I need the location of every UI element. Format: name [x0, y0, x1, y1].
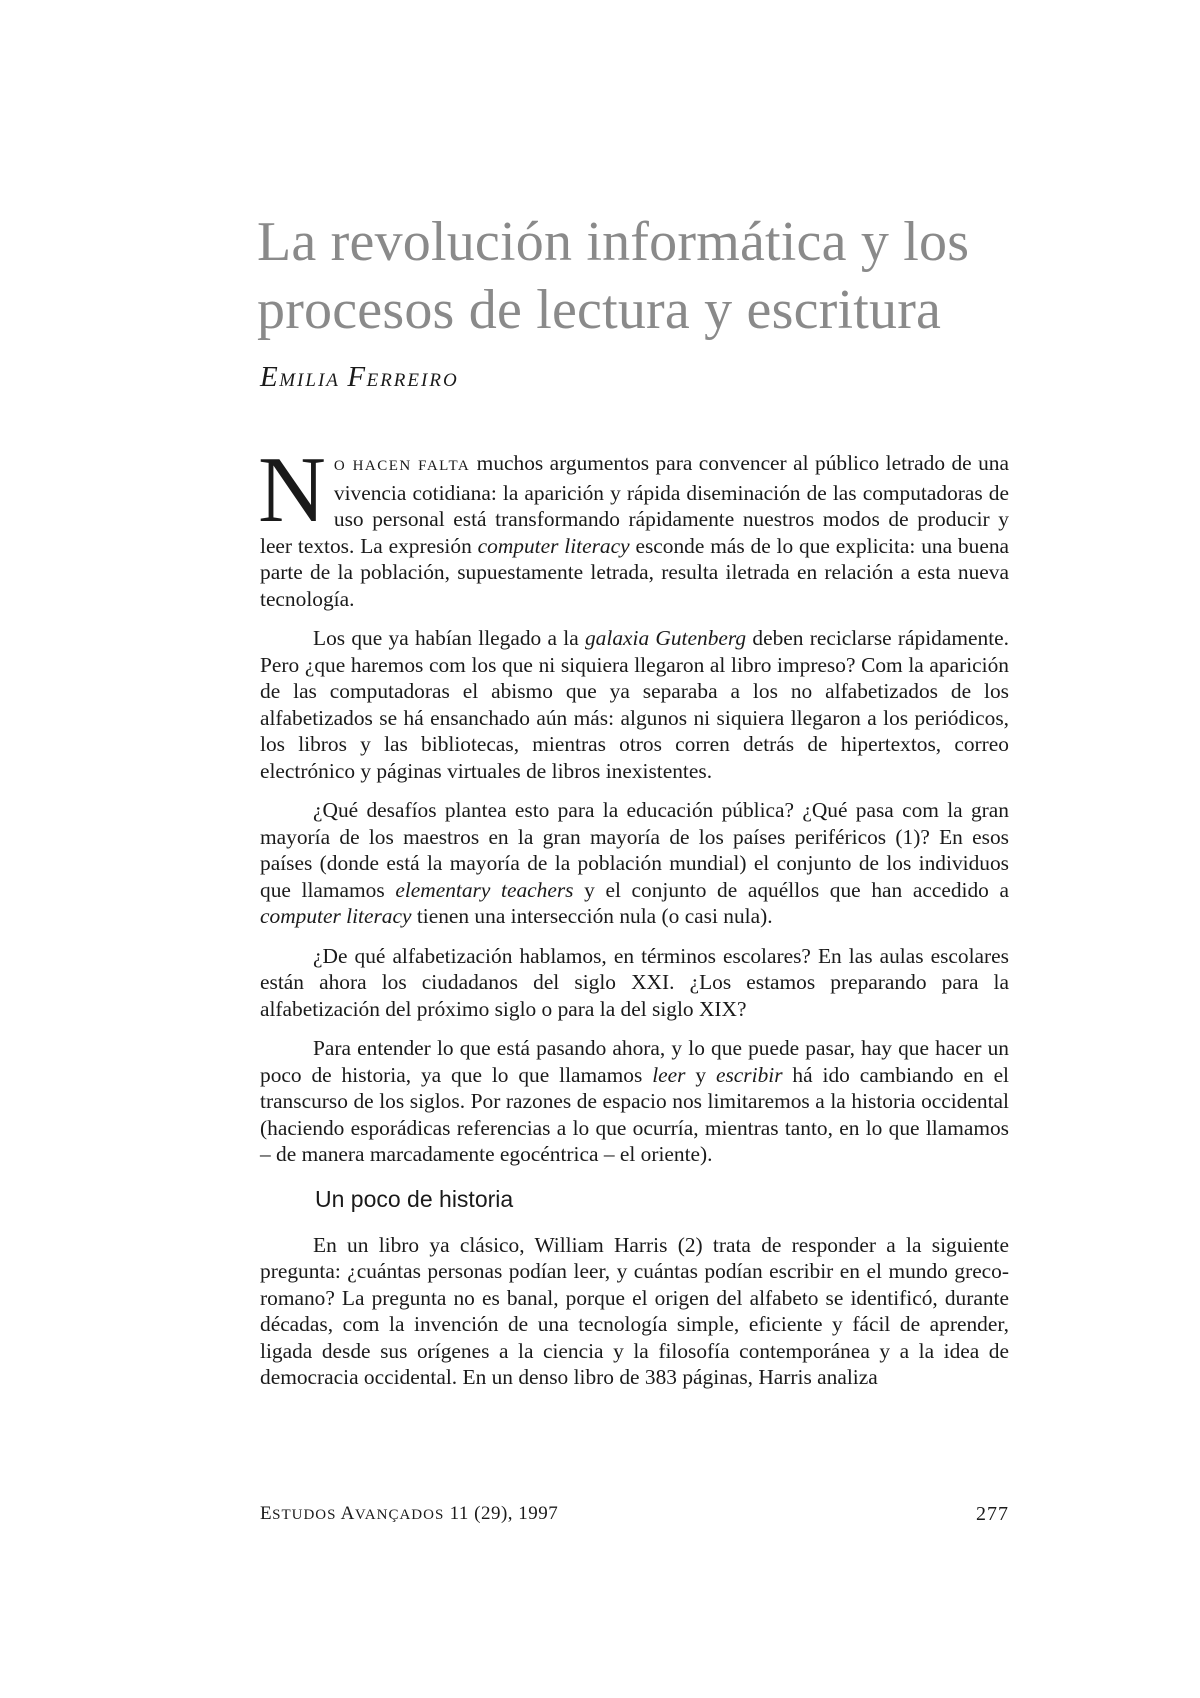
paragraph-text: há ido cambiando en el transcurso de los siglos. Por razones de espacio nos limitaremos a la historia occidental (haciendo esporádicas referencias a lo que ocurría, mientras tanto, en lo que llamamos – de manera marcadamente egocéntrica – el oriente). — [260, 1062, 1010, 1166]
paragraph-2 — [260, 625, 1009, 784]
paragraph-text: tienen una intersección nula (o casi nula). — [411, 904, 773, 928]
italic-term: escribir — [715, 1062, 783, 1087]
italic-term: computer literacy — [260, 904, 412, 928]
journal-word: VANÇADOS — [354, 1507, 445, 1523]
opening-small-caps: O HACEN FALTA — [333, 458, 471, 474]
author-first-initial: E — [260, 361, 280, 393]
paragraph-text: esconde más de lo que explicita: una buena parte de la población, supuestamente letrada, resulta iletrada en relación a esta nueva tecnología. — [260, 533, 1010, 611]
paragraph-text: Los que ya habían llegado a la — [313, 626, 585, 650]
paragraph-text: ¿De qué alfabetización hablamos, en términos escolares? En las aulas escolares están ahora los ciudadanos del siglo XXI. ¿Los estamos preparando para la alfabetización del próximo siglo o para la del siglo XIX? — [260, 943, 1009, 1021]
italic-term: elementary teachers — [395, 877, 574, 902]
journal-initial: E — [260, 1503, 273, 1524]
author-last-initial: F — [347, 361, 367, 393]
author-last-rest: ERREIRO — [366, 370, 459, 391]
page-footer — [260, 1501, 1009, 1527]
paragraph-1 — [258, 438, 1010, 612]
paragraph-text: y el conjunto de aquéllos que han accedido a — [573, 877, 1009, 902]
paragraph-text: ¿Qué desafíos plantea esto para la educación pública? ¿Qué pasa com la gran mayoría de los maestros en la gran mayoría de los países periféricos (1)? En esos países (donde está la mayoría de la población mundial) el conjunto de los individuos que llamamos — [260, 798, 1009, 902]
paragraph-3 — [260, 797, 1009, 930]
journal-issue: 11 (29), 1997 — [444, 1503, 559, 1524]
article-title: La revolución informática y los procesos de lectura y escritura — [257, 211, 970, 341]
article-body — [258, 438, 1010, 1404]
author-first-rest: MILIA — [279, 370, 340, 391]
journal-initial: A — [340, 1503, 355, 1524]
paragraph-text: deben reciclarse rápidamente. Pero ¿que haremos com los que ni siquiera llegaron al libro impreso? Com la aparición de las computadoras el abismo que ya separaba a los no alfabetizados de los alfabetizados se há ensanchado aún más: algunos ni siquiera llegaron a los periódicos, los libros y las bibliotecas, mientras otros corren detrás de hipertextos, correo electrónico y páginas virtuales de libros inexistentes. — [260, 626, 1009, 783]
italic-term: leer — [652, 1062, 686, 1087]
section-heading: Un poco de historia — [315, 1185, 514, 1212]
paragraph-text: y — [685, 1062, 716, 1087]
paragraph-6 — [260, 1232, 1009, 1391]
author-name — [260, 362, 459, 396]
drop-cap: N — [258, 438, 326, 542]
italic-term: computer literacy — [477, 533, 630, 558]
paragraph-4 — [260, 943, 1009, 1023]
paragraph-text: Para entender lo que está pasando ahora, y lo que puede pasar, hay que hacer un poco de historia, ya que lo que llamamos — [260, 1036, 1009, 1087]
paragraph-5 — [260, 1035, 1009, 1168]
paragraph-text: muchos argumentos para convencer al público letrado de una vivencia cotidiana: la aparición y rápida diseminación de las computadoras de uso personal está transformando rápidamente nuestros modos de producir y leer textos. La expresión — [260, 451, 1009, 558]
journal-citation — [260, 1501, 558, 1528]
journal-word: STUDOS — [272, 1507, 337, 1523]
italic-term: galaxia Gutenberg — [584, 626, 747, 650]
page-number: 277 — [976, 1503, 1009, 1525]
paragraph-text: En un libro ya clásico, William Harris (2) trata de responder a la siguiente pregunta: ¿cuántas personas podían leer, y cuántas podían escribir en el mundo greco-romano? La pregunta no es banal, porque el origen del alfabeto se identificó, durante décadas, com la invención de una tecnología simple, eficiente y fácil de aprender, ligada desde sus orígenes a la ciencia y la filosofía contemporánea y a la idea de democracia occidental. En un denso libro de 383 páginas, Harris analiza — [260, 1232, 1009, 1389]
